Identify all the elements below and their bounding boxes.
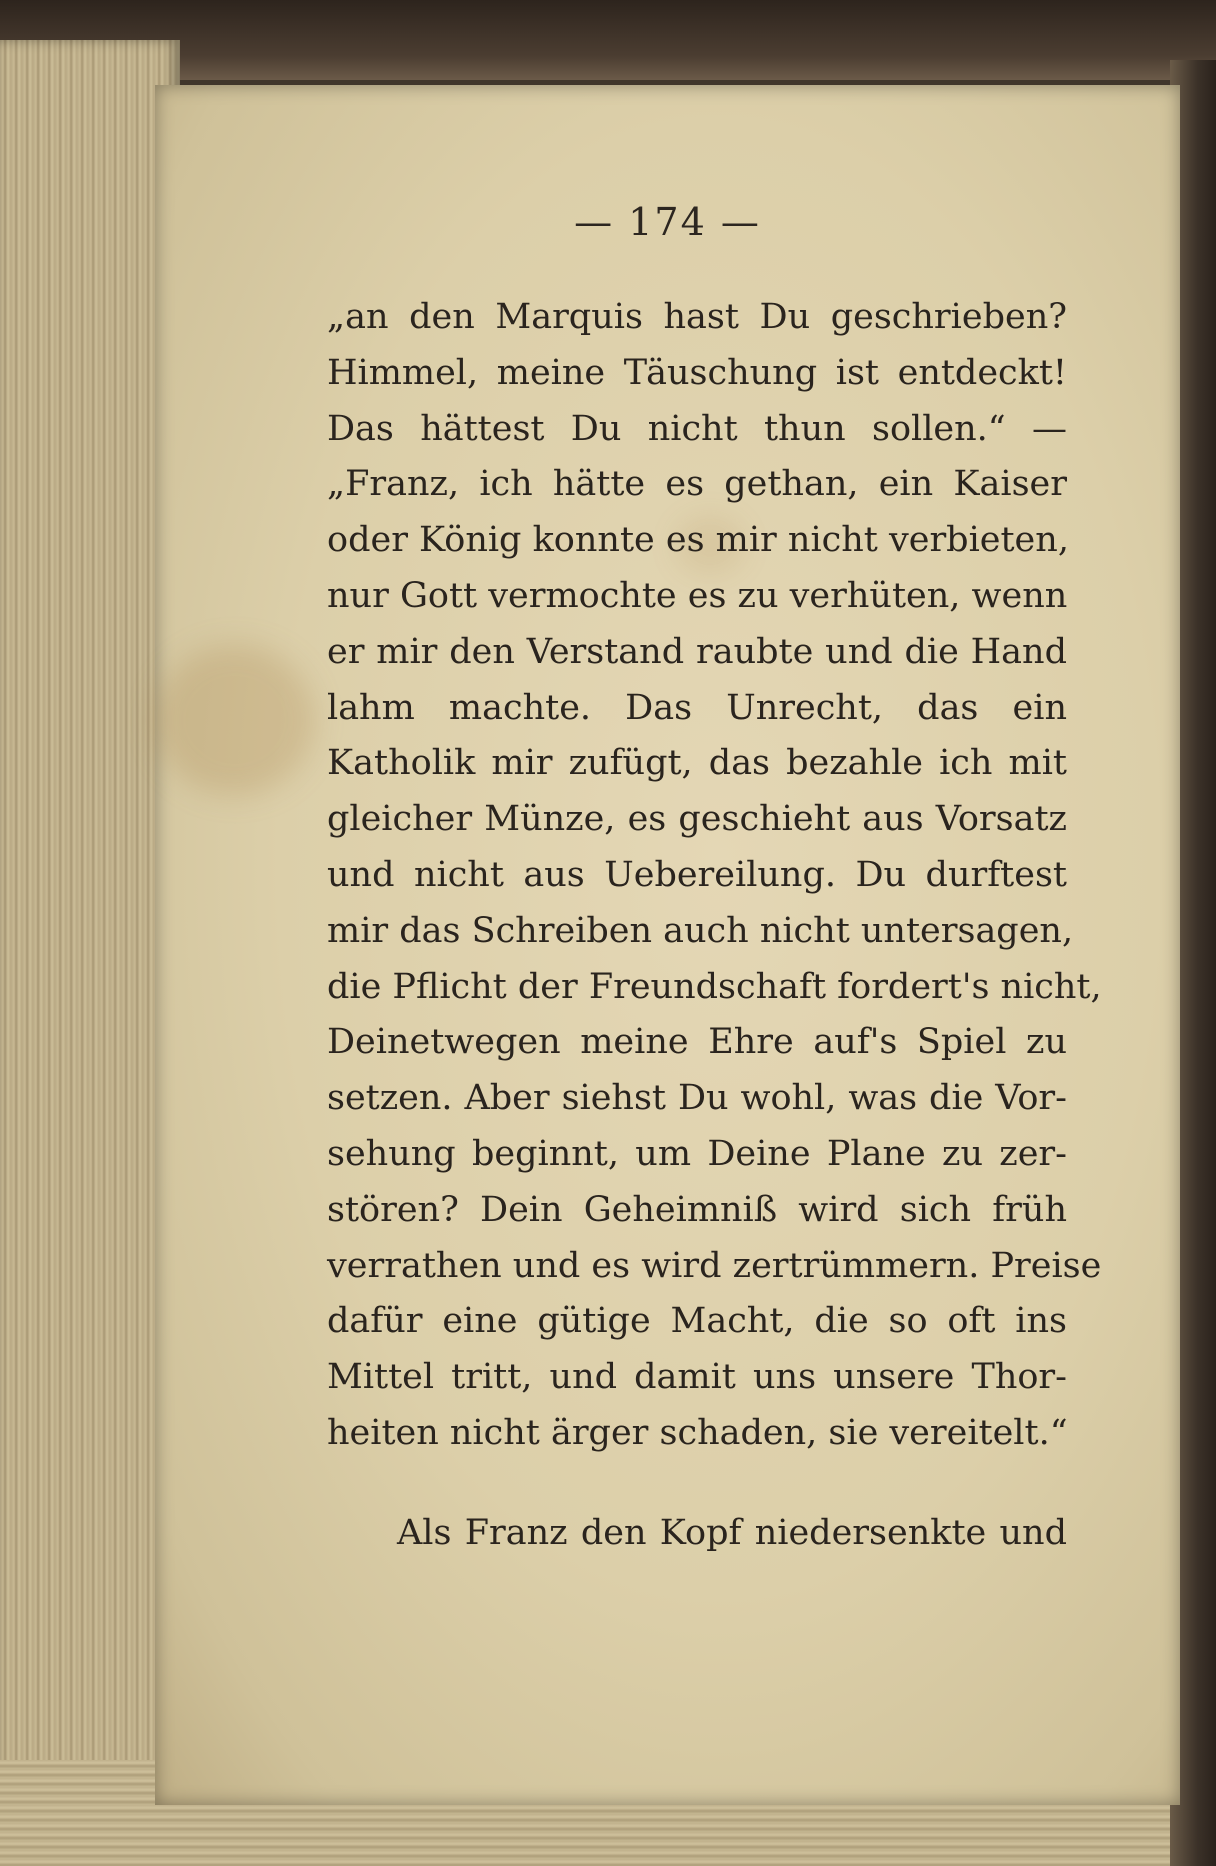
text-line: gleicher Münze, es geschieht aus Vorsatz — [327, 799, 1067, 840]
text-line: Mittel tritt, und damit uns unsere Thor- — [327, 1357, 1067, 1398]
text-line: oder König konnte es mir nicht verbieten, — [327, 520, 1069, 561]
text-line: Das hättest Du nicht thun sollen.“ — — [327, 408, 1067, 449]
book-page — [155, 85, 1180, 1805]
page-number: — 174 — — [574, 200, 761, 244]
text-line: „Franz, ich hätte es gethan, ein Kaiser — [327, 464, 1067, 505]
text-line: Deinetwegen meine Ehre auf's Spiel zu — [327, 1022, 1067, 1063]
page-body-text — [327, 290, 1102, 1562]
book-cover-top-edge — [0, 0, 1216, 80]
text-line: die Pflicht der Freundschaft fordert's nicht, — [327, 966, 1102, 1007]
text-line: stören? Dein Geheimniß wird sich früh — [327, 1189, 1067, 1230]
text-line: und nicht aus Uebereilung. Du durftest — [327, 854, 1067, 895]
text-line: setzen. Aber siehst Du wohl, was die Vor- — [327, 1078, 1067, 1119]
text-line: sehung beginnt, um Deine Plane zu zer- — [327, 1133, 1067, 1174]
text-line: Als Franz den Kopf niedersenkte und — [397, 1512, 1067, 1553]
text-line: verrathen und es wird zertrümmern. Preise — [327, 1245, 1102, 1286]
text-line: lahm machte. Das Unrecht, das ein — [327, 687, 1067, 728]
text-line: „an den Marquis hast Du geschrieben? — [327, 297, 1067, 337]
text-line: Himmel, meine Täuschung ist entdeckt! — [327, 352, 1067, 393]
text-line: nur Gott vermochte es zu verhüten, wenn — [327, 575, 1068, 616]
text-line: er mir den Verstand raubte und die Hand — [327, 631, 1067, 672]
page-stain — [155, 645, 315, 795]
text-line: heiten nicht ärger schaden, sie vereitelt.“ — [327, 1412, 1068, 1453]
text-line: mir das Schreiben auch nicht untersagen, — [327, 910, 1074, 951]
page-stack-left — [0, 40, 180, 1866]
text-line: Katholik mir zufügt, das bezahle ich mit — [327, 743, 1067, 784]
text-line: dafür eine gütige Macht, die so oft ins — [327, 1301, 1067, 1342]
paragraph-gap — [327, 1462, 1067, 1506]
